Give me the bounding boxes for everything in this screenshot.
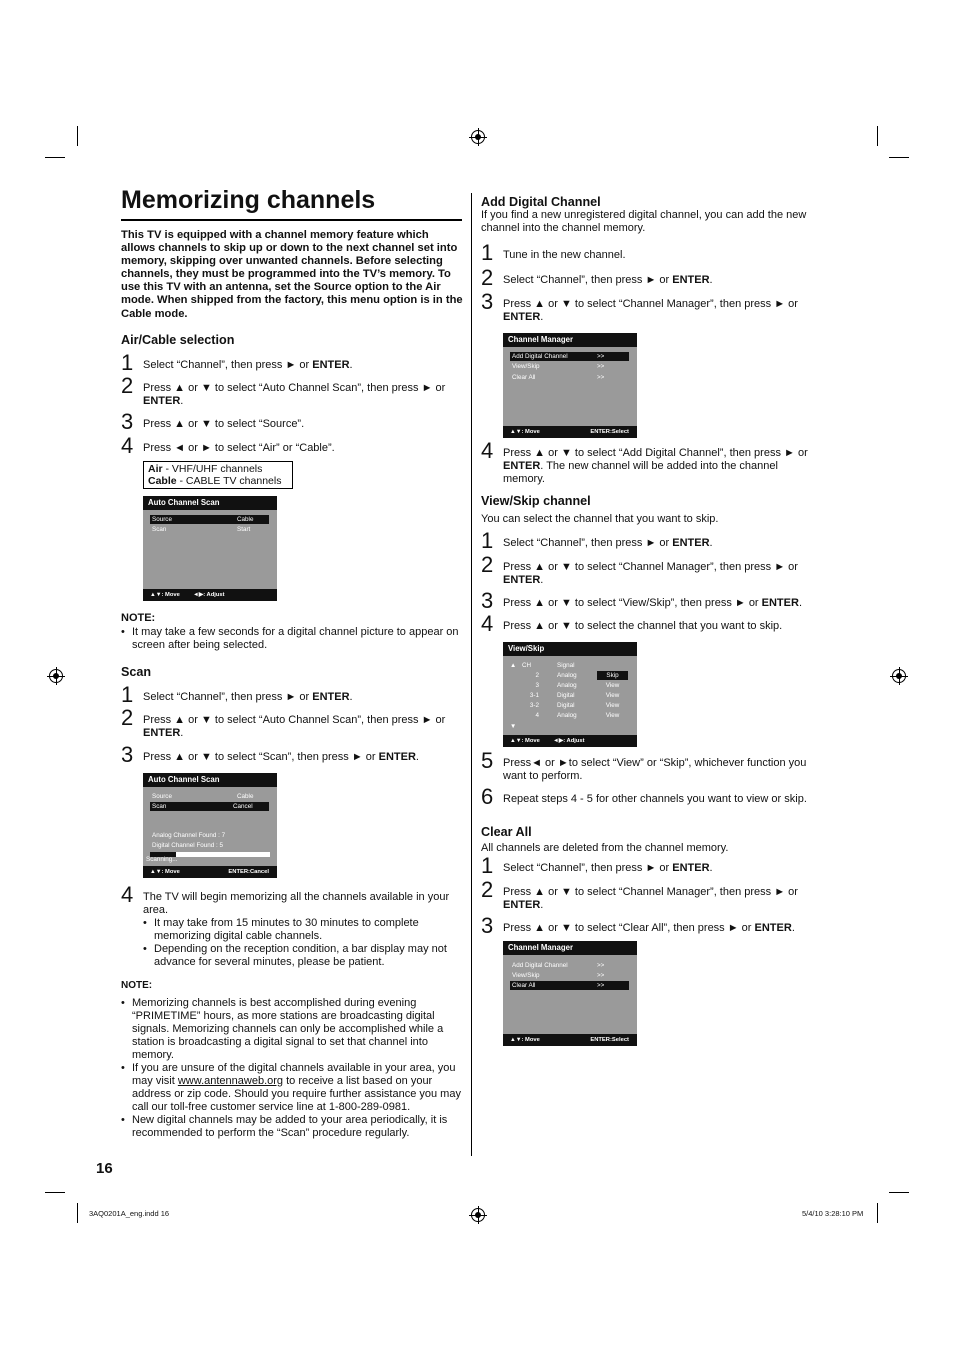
osd-channel-number: 4 bbox=[535, 712, 539, 719]
step-text: Select “Channel”, then press ► or ENTER. bbox=[503, 537, 713, 549]
clear-all-desc: All channels are deleted from the channel memory. bbox=[481, 842, 729, 854]
intro-paragraph: This TV is equipped with a channel memory feature which allows channels to skip up or down to the next channel set into memory, skipping over unwanted channels. Before selecting channels, they must be programmed into the TV’s memory. To use this TV with an antenna, set the Source option to the Air mode. When shipped from the factory, this menu option is in the Cable mode. bbox=[121, 229, 463, 320]
step-text: Select “Channel”, then press ► or ENTER. bbox=[143, 359, 353, 371]
step-number: 1 bbox=[121, 682, 134, 707]
step-number: 4 bbox=[121, 882, 134, 907]
note-bullet: • New digital channels may be added to your area periodically, it is recommended to perform the “Scan” procedure regularly. bbox=[121, 1114, 448, 1139]
note-bullet: • If you are unsure of the digital channels available in your area, you may visit www.antennaweb.org to receive a list based on your address or zip code. Should you require further assistance you may call our toll-free customer service line at 1-800-289-0981. bbox=[121, 1062, 461, 1113]
note-label: NOTE: bbox=[121, 612, 156, 624]
registration-mark-icon bbox=[892, 669, 906, 683]
step-text: Press ▲ or ▼ to select “Auto Channel Scan”, then press ► or ENTER. bbox=[143, 382, 446, 407]
osd-scroll-up-icon: ▲ bbox=[510, 662, 517, 669]
osd-channel-number: 3-2 bbox=[529, 702, 539, 709]
osd-row-view-skip: View/Skip >> bbox=[512, 363, 605, 370]
scan-step-4-bullet: • Depending on the reception condition, a bar display may not advance for several minutes, please be patient. bbox=[143, 943, 447, 968]
air-cable-info-box bbox=[143, 461, 293, 489]
step-text: Press ▲ or ▼ to select “Channel Manager”, then press ► or ENTER. bbox=[503, 561, 798, 586]
osd-view-skip-status: View bbox=[605, 712, 620, 719]
osd-view-skip-status: View bbox=[605, 702, 620, 709]
view-skip-desc: You can select the channel that you want to skip. bbox=[481, 513, 719, 525]
page-title: Memorizing channels bbox=[121, 186, 376, 214]
step-number: 2 bbox=[481, 265, 494, 290]
air-label: Air bbox=[148, 463, 163, 475]
slug-timestamp: 5/4/10 3:28:10 PM bbox=[802, 1209, 864, 1218]
crop-mark bbox=[889, 157, 909, 158]
crop-mark bbox=[45, 157, 65, 158]
osd-scanning-status: Scanning... bbox=[146, 856, 178, 863]
auto-channel-scan-osd bbox=[143, 496, 277, 601]
crop-mark bbox=[889, 1192, 909, 1193]
crop-mark bbox=[877, 126, 878, 146]
osd-analog-found: Analog Channel Found : 7 bbox=[152, 832, 226, 839]
osd-row-scan: Scan Cancel bbox=[150, 802, 269, 811]
cable-label: Cable bbox=[148, 475, 177, 488]
step-number: 3 bbox=[481, 913, 494, 938]
view-skip-step-5: Press◄ or ►to select “View” or “Skip”, whichever function you want to perform. bbox=[503, 757, 807, 782]
step-number: 3 bbox=[121, 409, 134, 434]
clear-all-heading: Clear All bbox=[481, 825, 532, 839]
osd-col-ch: CH bbox=[522, 662, 532, 669]
step-text: Tune in the new channel. bbox=[503, 249, 626, 261]
step-text: Press ▲ or ▼ to select “Clear All”, then press ► or ENTER. bbox=[503, 922, 795, 934]
add-digital-heading: Add Digital Channel bbox=[481, 195, 601, 209]
osd-col-signal: Signal bbox=[557, 662, 575, 669]
osd-footer: ▲▼: Move ENTER:Select bbox=[503, 1034, 637, 1046]
osd-title: Auto Channel Scan bbox=[143, 773, 277, 787]
step-text: Press ▲ or ▼ to select “View/Skip”, then press ► or ENTER. bbox=[503, 597, 802, 609]
crop-mark bbox=[877, 1203, 878, 1223]
step-text: Press ▲ or ▼ to select “Auto Channel Scan”, then press ► or ENTER. bbox=[143, 714, 446, 739]
osd-row-source: Source Cable bbox=[152, 793, 254, 800]
osd-row-clear-all: Clear All >> bbox=[510, 981, 629, 990]
osd-footer: ▲▼: Move ◄▶: Adjust bbox=[143, 589, 277, 601]
osd-digital-found: Digital Channel Found : 5 bbox=[152, 842, 224, 849]
slug-filename: 3AQ0201A_eng.indd 16 bbox=[89, 1209, 170, 1218]
view-skip-heading: View/Skip channel bbox=[481, 494, 591, 508]
title-rule bbox=[121, 219, 462, 221]
registration-mark-icon bbox=[49, 669, 63, 683]
step-text: Select “Channel”, then press ► or ENTER. bbox=[143, 691, 353, 703]
channel-manager-clear-osd bbox=[503, 941, 637, 1046]
osd-row-add-digital: Add Digital Channel >> bbox=[512, 962, 605, 969]
osd-channel-number: 2 bbox=[535, 672, 539, 679]
osd-signal-type: Analog bbox=[557, 682, 577, 689]
channel-manager-osd bbox=[503, 333, 637, 438]
step-number: 1 bbox=[121, 350, 134, 375]
step-number: 4 bbox=[481, 438, 494, 463]
osd-view-skip-status: Skip bbox=[597, 671, 628, 680]
scan-step-4-bullet: • It may take from 15 minutes to 30 minutes to complete memorizing digital cable channels. bbox=[143, 917, 419, 942]
osd-view-skip-status: View bbox=[605, 692, 620, 699]
air-cable-heading: Air/Cable selection bbox=[121, 333, 235, 347]
scan-heading: Scan bbox=[121, 665, 152, 679]
osd-signal-type: Digital bbox=[557, 692, 575, 699]
osd-title: View/Skip bbox=[503, 642, 637, 656]
step-text: Press ▲ or ▼ to select “Channel Manager”, then press ► or ENTER. bbox=[503, 298, 798, 323]
step-number: 2 bbox=[121, 705, 134, 730]
step-number: 2 bbox=[481, 552, 494, 577]
step-number: 5 bbox=[481, 748, 494, 773]
osd-scroll-down-icon: ▼ bbox=[510, 723, 517, 730]
osd-channel-number: 3 bbox=[535, 682, 539, 689]
osd-signal-type: Analog bbox=[557, 672, 577, 679]
osd-row-add-digital: Add Digital Channel >> bbox=[510, 352, 629, 361]
step-number: 2 bbox=[481, 877, 494, 902]
view-skip-osd bbox=[503, 642, 637, 747]
step-number: 3 bbox=[481, 588, 494, 613]
osd-row-source: Source Cable bbox=[150, 515, 269, 524]
step-number: 1 bbox=[481, 853, 494, 878]
osd-row-clear-all: Clear All >> bbox=[512, 374, 605, 381]
osd-footer: ▲▼: Move ENTER:Select bbox=[503, 426, 637, 438]
osd-footer: ▲▼: Move ENTER:Cancel bbox=[143, 866, 277, 878]
add-digital-desc: If you find a new unregistered digital channel, you can add the new channel into the channel memory. bbox=[481, 209, 807, 234]
scan-step-4: The TV will begin memorizing all the channels available in your area. bbox=[143, 891, 450, 916]
antennaweb-link[interactable]: www.antennaweb.org bbox=[177, 1075, 284, 1087]
registration-mark-icon bbox=[471, 1208, 485, 1222]
step-number: 1 bbox=[481, 240, 494, 265]
step-number: 6 bbox=[481, 784, 494, 809]
step-text: Select “Channel”, then press ► or ENTER. bbox=[503, 862, 713, 874]
osd-title: Auto Channel Scan bbox=[143, 496, 277, 510]
step-number: 3 bbox=[121, 742, 134, 767]
air-desc: - VHF/UHF channels bbox=[162, 463, 263, 475]
crop-mark bbox=[77, 1203, 78, 1223]
step-text: Press ▲ or ▼ to select “Channel Manager”, then press ► or ENTER. bbox=[503, 886, 798, 911]
crop-mark bbox=[45, 1192, 65, 1193]
note-bullet: • Memorizing channels is best accomplished during evening “PRIMETIME” hours, as more stations are broadcasting digital signals. Memorizing channels can only be accomplished while a station is broadcasting a digital signal to set that channel into memory. bbox=[121, 997, 444, 1061]
osd-view-skip-status: View bbox=[605, 682, 620, 689]
step-number: 2 bbox=[121, 373, 134, 398]
add-digital-step-4: Press ▲ or ▼ to select “Add Digital Channel”, then press ► or ENTER. The new channel will be added into the channel memory. bbox=[503, 447, 808, 485]
step-text: Select “Channel”, then press ► or ENTER. bbox=[503, 274, 713, 286]
osd-channel-number: 3-1 bbox=[529, 692, 539, 699]
cable-desc: - CABLE TV channels bbox=[176, 475, 282, 488]
view-skip-step-6: Repeat steps 4 - 5 for other channels you want to view or skip. bbox=[503, 793, 807, 805]
step-number: 4 bbox=[481, 611, 494, 636]
osd-title: Channel Manager bbox=[503, 941, 637, 955]
registration-mark-icon bbox=[471, 130, 485, 144]
step-text: Press ▲ or ▼ to select “Source”. bbox=[143, 418, 305, 430]
note-bullet: • It may take a few seconds for a digital channel picture to appear on screen after being selected. bbox=[121, 626, 459, 651]
step-text: Press ▲ or ▼ to select “Scan”, then press ► or ENTER. bbox=[143, 751, 419, 763]
step-text: Press ▲ or ▼ to select the channel that you want to skip. bbox=[503, 620, 783, 632]
step-number: 1 bbox=[481, 528, 494, 553]
page-number: 16 bbox=[96, 1160, 113, 1177]
column-divider bbox=[471, 193, 472, 1156]
step-number: 3 bbox=[481, 289, 494, 314]
osd-row-scan: Scan Start bbox=[152, 526, 251, 533]
osd-signal-type: Digital bbox=[557, 702, 575, 709]
osd-title: Channel Manager bbox=[503, 333, 637, 347]
osd-footer: ▲▼: Move ◄▶: Adjust bbox=[503, 735, 637, 747]
step-text: Press ◄ or ► to select “Air” or “Cable”. bbox=[143, 442, 335, 454]
osd-row-view-skip: View/Skip >> bbox=[512, 972, 605, 979]
note-label: NOTE: bbox=[121, 980, 153, 991]
osd-signal-type: Analog bbox=[557, 712, 577, 719]
auto-channel-scan-progress-osd bbox=[143, 773, 277, 878]
crop-mark bbox=[77, 126, 78, 146]
step-number: 4 bbox=[121, 433, 134, 458]
